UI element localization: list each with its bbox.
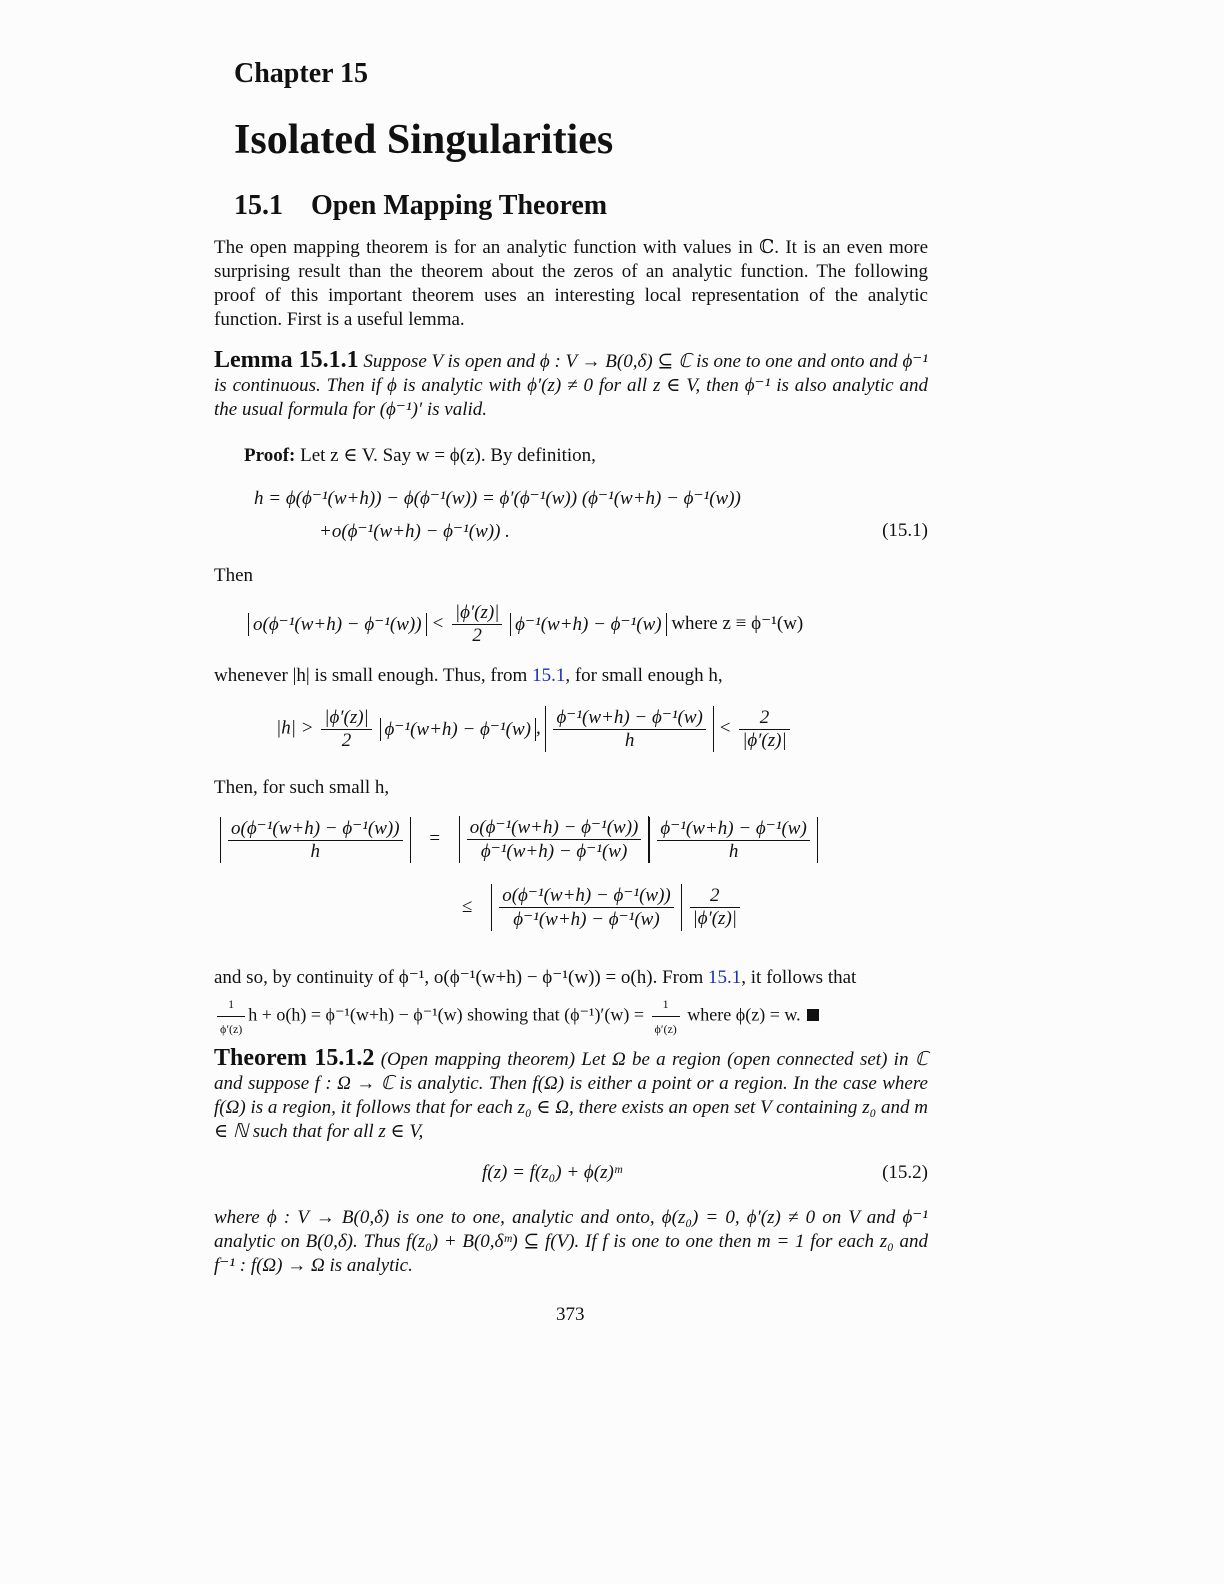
lemma-body: Suppose V is open and ϕ : V → B(0,δ) ⊆ ℂ is one to one and onto and ϕ⁻¹ is continuous. Then if ϕ is analytic with ϕ′(z) ≠ 0 for all z ∈ V, then ϕ⁻¹ is also analytic and the usual formula for (ϕ⁻¹)′ is valid. <box>214 351 929 420</box>
cont-frac1-den: ϕ′(z) <box>220 1022 243 1036</box>
equation-number-15-2: (15.2) <box>882 1162 928 1183</box>
equation-number-15-1: (15.1) <box>882 520 928 541</box>
cont-frac1-num: 1 <box>217 992 245 1017</box>
eq4-r2-den: h <box>728 840 739 862</box>
eq4-r3-num: o(ϕ⁻¹(w+h) − ϕ⁻¹(w)) <box>499 884 674 908</box>
equation-15-2: f(z) = f(z₀) + ϕ(z)ᵐ <box>482 1162 622 1183</box>
eq4-r1-den: ϕ⁻¹(w+h) − ϕ⁻¹(w) <box>480 841 628 862</box>
eq4-r3-abs <box>491 884 682 931</box>
cont-frac2 <box>652 992 680 1041</box>
eq4-r1-abs <box>459 816 650 863</box>
eq3-frac3 <box>739 707 790 752</box>
equation-15-1-line1: h = ϕ(ϕ⁻¹(w+h)) − ϕ(ϕ⁻¹(w)) = ϕ′(ϕ⁻¹(w)) (ϕ⁻¹(w+h) − ϕ⁻¹(w)) <box>254 488 741 509</box>
eq3-frac1-num: |ϕ′(z)| <box>321 707 372 730</box>
eq3-lt: < <box>718 717 732 739</box>
eq4-lhs-abs <box>220 817 411 863</box>
equation-bound <box>248 602 803 647</box>
ref-15-1-link-2[interactable]: 15.1 <box>708 967 742 988</box>
page-number: 373 <box>556 1304 585 1325</box>
eq3-frac3-num: 2 <box>739 707 790 730</box>
eq4-lhs-frac <box>228 817 403 863</box>
abs-right: ϕ⁻¹(w+h) − ϕ⁻¹(w) <box>510 613 666 636</box>
lt-sign: < <box>431 612 445 634</box>
abs-left: o(ϕ⁻¹(w+h) − ϕ⁻¹(w)) <box>248 613 427 636</box>
eq3-lhs: |h| > <box>276 717 314 739</box>
eq3-frac2-num: ϕ⁻¹(w+h) − ϕ⁻¹(w) <box>553 706 705 730</box>
eq3-comma: , <box>535 717 541 739</box>
intro-paragraph: The open mapping theorem is for an analytic function with values in ℂ. It is an even more surprising result than the theorem about the zeros of an analytic function. The following proof of this important theorem uses an interesting local representation of the analytic function. First is a useful lemma. <box>214 237 928 330</box>
continuity-line2b: h + o(h) = ϕ⁻¹(w+h) − ϕ⁻¹(w) showing that (ϕ⁻¹)′(w) = <box>248 1004 645 1025</box>
theorem-heading: Theorem 15.1.2 <box>214 1045 375 1071</box>
eq4-r1-num: o(ϕ⁻¹(w+h) − ϕ⁻¹(w)) <box>467 816 642 840</box>
eq4-r1-frac <box>467 816 642 863</box>
eq4-l-num: o(ϕ⁻¹(w+h) − ϕ⁻¹(w)) <box>228 817 403 841</box>
section-title-text: Open Mapping Theorem <box>311 190 608 221</box>
whenever-pre: whenever |h| is small enough. Thus, from <box>214 665 533 686</box>
chapter-title: Isolated Singularities <box>234 117 614 163</box>
continuity-post: , it follows that <box>741 967 857 988</box>
eq4-r2-frac <box>657 817 809 863</box>
continuity-line <box>214 966 928 990</box>
eq3-frac3-den: |ϕ′(z)| <box>742 729 787 751</box>
theorem-block <box>214 1046 928 1144</box>
proof-heading: Proof: <box>244 445 296 466</box>
then-text: Then <box>214 565 254 586</box>
proof-line <box>244 444 928 468</box>
eq4-r2-num: ϕ⁻¹(w+h) − ϕ⁻¹(w) <box>657 817 809 841</box>
eq4-r4-num: 2 <box>690 885 741 908</box>
cont-frac2-num: 1 <box>652 992 680 1017</box>
proof-text: Let z ∈ V. Say w = ϕ(z). By definition, <box>300 445 596 466</box>
qed-icon <box>807 1009 819 1021</box>
section-title <box>234 190 607 222</box>
eq3-frac2 <box>553 706 705 752</box>
eq3-frac2-den: h <box>624 730 635 751</box>
equation-chain-line2 <box>462 884 743 931</box>
where-clause: where z ≡ ϕ⁻¹(w) <box>671 612 804 634</box>
whenever-post: , for small enough h, <box>565 665 723 686</box>
cont-frac1 <box>217 992 245 1041</box>
eq3-frac1-den: 2 <box>341 729 352 751</box>
then-small-h: Then, for such small h, <box>214 777 390 798</box>
theorem-tail: where ϕ : V → B(0,δ) is one to one, analytic and onto, ϕ(z₀) = 0, ϕ′(z) ≠ 0 on V and ϕ⁻¹ analytic on B(0,δ). Thus f(z₀) + B(0,δᵐ) ⊆ f(V). If f is one to one then m = 1 for each z₀ and f⁻¹ : f(Ω) → Ω is analytic. <box>214 1207 928 1276</box>
eq4-l-den: h <box>310 840 321 862</box>
fraction <box>452 602 503 647</box>
ref-15-1-link[interactable]: 15.1 <box>532 665 566 686</box>
equation-h-bound <box>276 706 793 752</box>
frac-denominator: 2 <box>472 625 482 646</box>
eq3-abs-frac <box>545 706 713 752</box>
continuity-line2 <box>214 992 928 1041</box>
eq4-le: ≤ <box>462 895 473 917</box>
eq3-abs: ϕ⁻¹(w+h) − ϕ⁻¹(w) <box>380 718 536 741</box>
eq4-r4-den: |ϕ′(z)| <box>692 908 738 929</box>
equation-chain-line1 <box>220 816 818 863</box>
whenever-line <box>214 664 928 688</box>
frac-numerator: |ϕ′(z)| <box>452 602 503 625</box>
cont-frac2-den: ϕ′(z) <box>654 1022 677 1036</box>
eq4-r4-frac <box>690 885 741 930</box>
continuity-pre: and so, by continuity of ϕ⁻¹, o(ϕ⁻¹(w+h) − ϕ⁻¹(w)) = o(h). From <box>214 967 709 988</box>
eq4-r3-den: ϕ⁻¹(w+h) − ϕ⁻¹(w) <box>513 909 660 930</box>
eq4-r3-frac <box>499 884 674 931</box>
equation-15-1-line2: +o(ϕ⁻¹(w+h) − ϕ⁻¹(w)) . <box>319 521 510 542</box>
eq4-equals: = <box>429 827 441 849</box>
lemma-heading: Lemma 15.1.1 <box>214 347 359 373</box>
theorem-body: (Open mapping theorem) Let Ω be a region (open connected set) in ℂ and suppose f : Ω → ℂ is analytic. Then f(Ω) is either a point or a region. In the case where f(Ω) is a region, it follows that for each z₀ ∈ Ω, there exists an open set V containing z₀ and m ∈ ℕ such that for all z ∈ V, <box>214 1049 929 1142</box>
section-number: 15.1 <box>234 190 283 221</box>
continuity-line2d: where ϕ(z) = w. <box>687 1004 801 1025</box>
lemma-block <box>214 348 928 422</box>
eq4-r2-abs <box>649 817 817 863</box>
chapter-label: Chapter 15 <box>234 58 369 89</box>
eq3-frac1 <box>321 707 372 752</box>
